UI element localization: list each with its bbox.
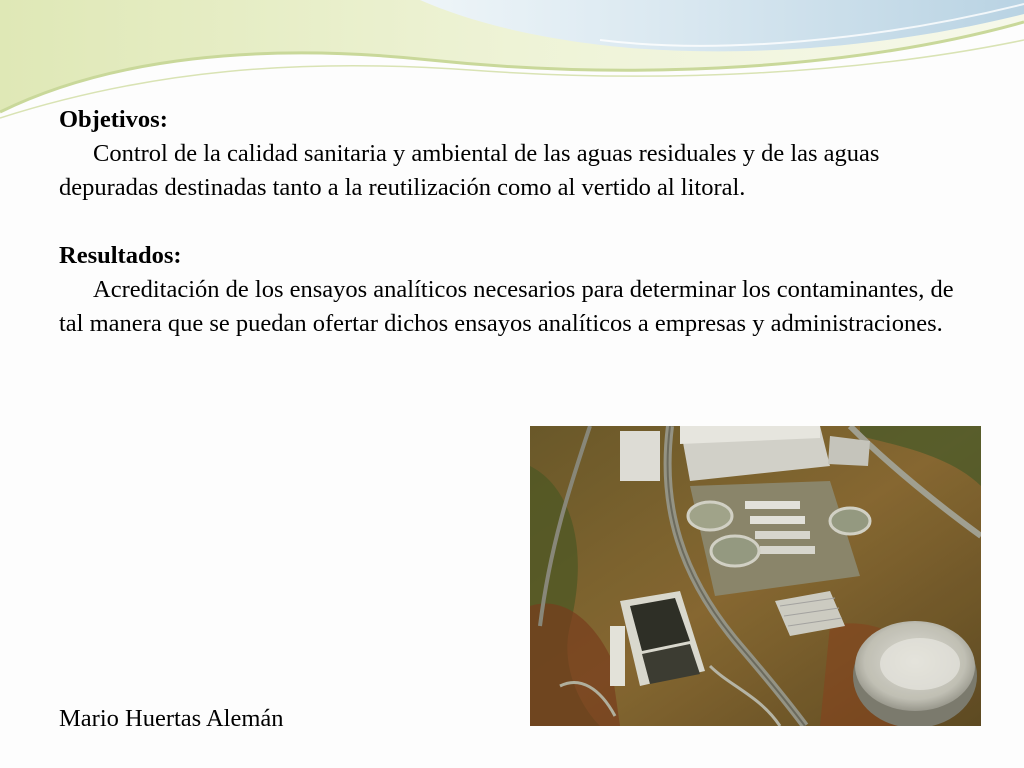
aerial-photo-treatment-plant <box>530 426 981 726</box>
heading-resultados: Resultados: <box>59 242 182 269</box>
paragraph-objetivos: Control de la calidad sanitaria y ambiental de las aguas residuales y de las aguas depuradas destinadas tanto a la reutilización como al vertido al litoral. <box>59 140 880 201</box>
author-name: Mario Huertas Alemán <box>59 705 284 732</box>
paragraph-resultados: Acreditación de los ensayos analíticos necesarios para determinar los contaminantes, de tal manera que se puedan ofertar dichos ensayos analíticos a empresas y administraciones. <box>59 276 954 337</box>
section-resultados <box>59 239 959 341</box>
body-text <box>59 103 959 341</box>
heading-objetivos: Objetivos: <box>59 106 168 133</box>
section-objetivos <box>59 103 959 205</box>
